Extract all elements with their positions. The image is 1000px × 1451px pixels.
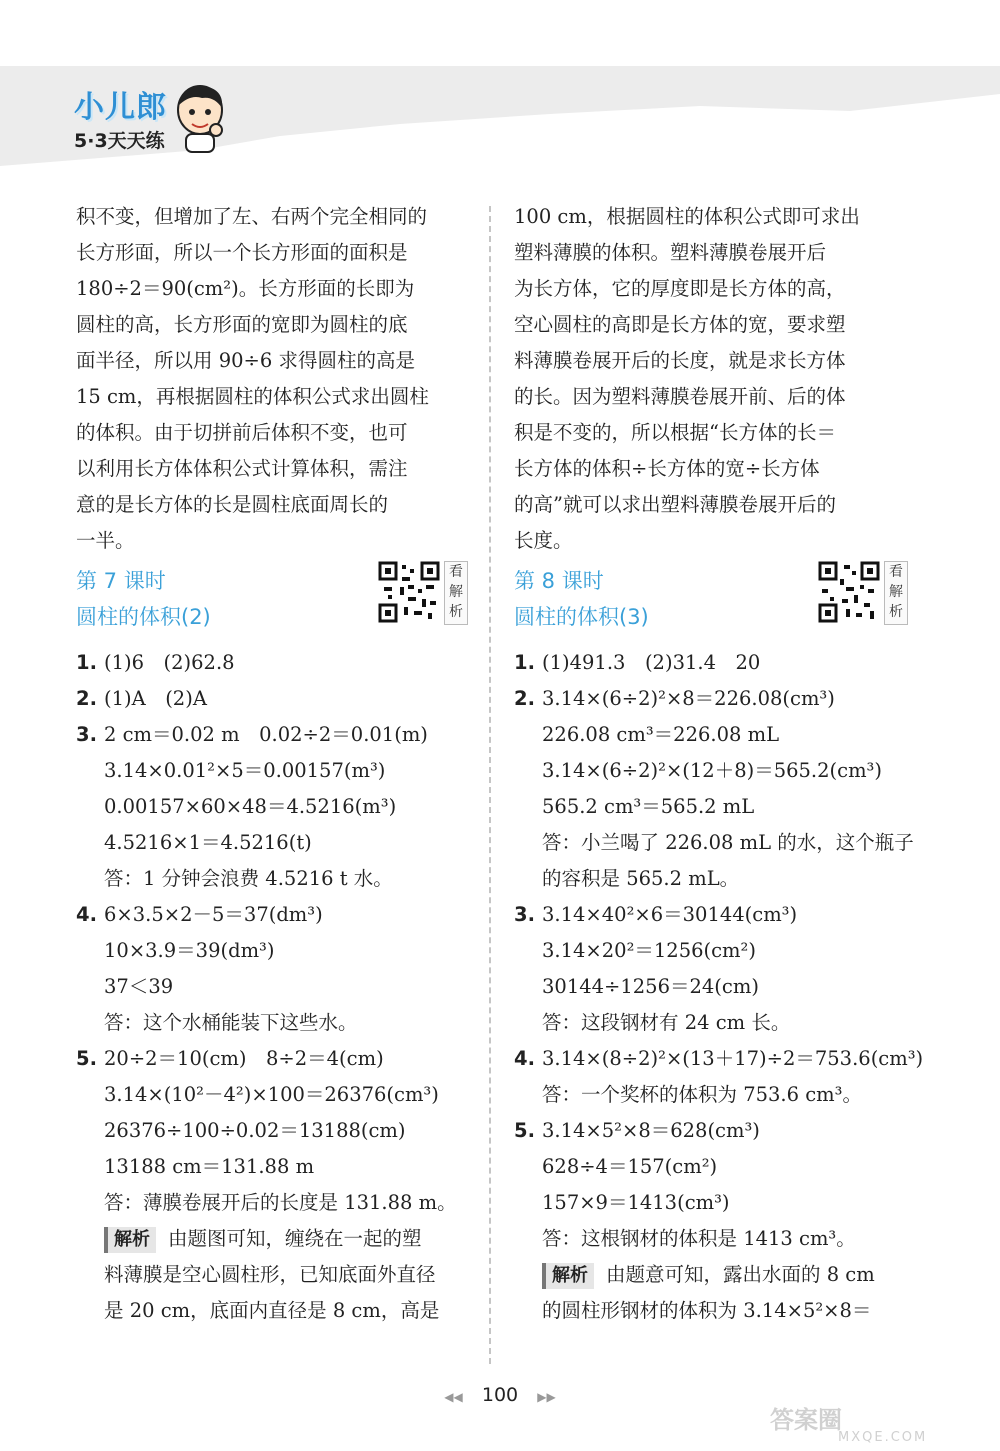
- text-line: 的高”就可以求出塑料薄膜卷展开后的: [514, 493, 836, 516]
- analysis-label: 解析: [542, 1263, 594, 1289]
- answer-line: 565.2 cm³＝565.2 mL: [542, 795, 755, 818]
- text-line: 100 cm，根据圆柱的体积公式即可求出: [514, 205, 860, 228]
- qr-code-icon[interactable]: [378, 561, 440, 623]
- analysis-text: 由题图可知，缠绕在一起的塑: [168, 1227, 422, 1250]
- left-intro: [76, 199, 468, 559]
- text-line: 为长方体，它的厚度即是长方体的高，: [514, 277, 846, 300]
- watermark: [760, 1400, 990, 1446]
- answer-line: [76, 645, 468, 681]
- text-line: 长度。: [514, 529, 573, 552]
- answer-line: 628÷4＝157(cm²): [542, 1155, 718, 1178]
- lesson-heading: [76, 561, 468, 645]
- text-line: 空心圆柱的高即是长方体的宽，要求塑: [514, 313, 846, 336]
- answer-line: [514, 645, 908, 681]
- answer-list: [514, 645, 924, 1329]
- answer-line: 答：薄膜卷展开后的长度是 131.88 m。: [104, 1191, 457, 1214]
- question-number: 2.: [76, 687, 97, 710]
- analysis-line: 料薄膜是空心圆柱形，已知底面外直径: [104, 1263, 436, 1286]
- answer-line: 37＜39: [104, 975, 174, 998]
- answer-line: 4.5216×1＝4.5216(t): [104, 831, 312, 854]
- text-line: 塑料薄膜的体积。塑料薄膜卷展开后: [514, 241, 827, 264]
- lesson-title: 圆柱的体积(2): [76, 605, 211, 629]
- text-line: 料薄膜卷展开后的长度，就是求长方体: [514, 349, 846, 372]
- tag-char: 析: [449, 604, 463, 620]
- answer-text: (1)491.3 (2)31.4 20: [542, 651, 761, 674]
- answer-text: 3.14×(8÷2)²×(13＋17)÷2＝753.6(cm³): [542, 1047, 924, 1070]
- text-line: 180÷2＝90(cm²)。长方形面的长即为: [76, 277, 415, 300]
- question-number: 1.: [76, 651, 97, 674]
- prev-page-icon[interactable]: ◀◀: [444, 1390, 463, 1404]
- tag-char: 析: [889, 604, 903, 620]
- answer-text: (1)A (2)A: [104, 687, 207, 710]
- answer-line: 答：这根钢材的体积是 1413 cm³。: [542, 1227, 856, 1250]
- mascot-boy-icon: [168, 80, 232, 154]
- page-header: [0, 0, 1000, 175]
- lesson-title: 圆柱的体积(3): [514, 605, 649, 629]
- column-divider: [489, 206, 491, 1364]
- text-line: 积不变，但增加了左、右两个完全相同的: [76, 205, 428, 228]
- tag-char: 解: [449, 584, 463, 600]
- analysis-line: 是 20 cm，底面内直径是 8 cm，高是: [104, 1299, 440, 1322]
- tag-char: 解: [889, 584, 903, 600]
- answer-line: 3.14×0.01²×5＝0.00157(m³): [104, 759, 386, 782]
- answer-line: [514, 897, 908, 933]
- text-line: 长方体的体积÷长方体的宽÷长方体: [514, 457, 820, 480]
- page-number: 100: [481, 1384, 519, 1406]
- answer-list: [76, 645, 468, 1329]
- answer-line: [514, 681, 908, 717]
- question-number: 5.: [76, 1047, 97, 1070]
- question-number: 5.: [514, 1119, 535, 1142]
- next-page-icon[interactable]: ▶▶: [537, 1390, 556, 1404]
- question-number: 2.: [514, 687, 535, 710]
- lesson-number: 第 8 课时: [514, 569, 604, 593]
- answer-line: [76, 717, 468, 753]
- analysis-line: [76, 1221, 468, 1257]
- answer-line: [514, 1041, 924, 1077]
- view-analysis-tag[interactable]: [444, 561, 468, 625]
- text-line: 的长。因为塑料薄膜卷展开前、后的体: [514, 385, 846, 408]
- answer-line: 0.00157×60×48＝4.5216(m³): [104, 795, 397, 818]
- answer-line: 3.14×(10²－4²)×100＝26376(cm³): [104, 1083, 439, 1106]
- answer-line: [76, 897, 468, 933]
- answer-line: 26376÷100÷0.02＝13188(cm): [104, 1119, 406, 1142]
- text-line: 一半。: [76, 529, 135, 552]
- lesson-number: 第 7 课时: [76, 569, 166, 593]
- answer-line: [76, 681, 468, 717]
- text-line: 长方形面，所以一个长方形面的面积是: [76, 241, 408, 264]
- answer-text: (1)6 (2)62.8: [104, 651, 235, 674]
- answer-text: 2 cm＝0.02 m 0.02÷2＝0.01(m): [104, 723, 428, 746]
- text-line: 以利用长方体体积公式计算体积，需注: [76, 457, 408, 480]
- answer-text: 3.14×(6÷2)²×8＝226.08(cm³): [542, 687, 835, 710]
- analysis-line: 的圆柱形钢材的体积为 3.14×5²×8＝: [542, 1299, 872, 1322]
- right-intro: [514, 199, 908, 559]
- analysis-text: 由题意可知，露出水面的 8 cm: [606, 1263, 875, 1286]
- lesson-heading: [514, 561, 908, 645]
- watermark-big: 答案圈: [770, 1406, 842, 1434]
- analysis-label: 解析: [104, 1227, 156, 1253]
- analysis-line: [514, 1257, 908, 1293]
- answer-line: 226.08 cm³＝226.08 mL: [542, 723, 780, 746]
- answer-line: 答：一个奖杯的体积为 753.6 cm³。: [542, 1083, 862, 1106]
- answer-text: 20÷2＝10(cm) 8÷2＝4(cm): [104, 1047, 384, 1070]
- answer-line: 3.14×20²＝1256(cm²): [542, 939, 756, 962]
- tag-char: 看: [889, 564, 903, 580]
- answer-line: 30144÷1256＝24(cm): [542, 975, 759, 998]
- answer-text: 3.14×40²×6＝30144(cm³): [542, 903, 798, 926]
- question-number: 4.: [76, 903, 97, 926]
- question-number: 3.: [514, 903, 535, 926]
- answer-line: 的容积是 565.2 mL。: [542, 867, 740, 890]
- logo-subtitle: 5·3天天练: [74, 130, 165, 152]
- answer-line: 10×3.9＝39(dm³): [104, 939, 275, 962]
- question-number: 3.: [76, 723, 97, 746]
- text-line: 面半径，所以用 90÷6 求得圆柱的高是: [76, 349, 415, 372]
- text-line: 15 cm，再根据圆柱的体积公式求出圆柱: [76, 385, 429, 408]
- qr-code-icon[interactable]: [818, 561, 880, 623]
- answer-line: 13188 cm＝131.88 m: [104, 1155, 315, 1178]
- question-number: 4.: [514, 1047, 535, 1070]
- tag-char: 看: [449, 564, 463, 580]
- watermark-small: MXQE.COM: [838, 1430, 928, 1445]
- answer-line: 答：这个水桶能装下这些水。: [104, 1011, 358, 1034]
- answer-line: [514, 1113, 908, 1149]
- text-line: 的体积。由于切拼前后体积不变，也可: [76, 421, 408, 444]
- answer-line: 答：小兰喝了 226.08 mL 的水，这个瓶子: [542, 831, 914, 854]
- answer-text: 3.14×5²×8＝628(cm³): [542, 1119, 760, 1142]
- answer-line: 157×9＝1413(cm³): [542, 1191, 730, 1214]
- logo-title: 小儿郎: [74, 90, 167, 125]
- answer-line: [76, 1041, 468, 1077]
- left-column: [76, 199, 468, 1329]
- text-line: 意的是长方体的长是圆柱底面周长的: [76, 493, 389, 516]
- text-line: 圆柱的高，长方形面的宽即为圆柱的底: [76, 313, 408, 336]
- text-line: 积是不变的，所以根据“长方体的长＝: [514, 421, 836, 444]
- answer-line: 答：这段钢材有 24 cm 长。: [542, 1011, 791, 1034]
- answer-line: 答：1 分钟会浪费 4.5216 t 水。: [104, 867, 393, 890]
- answer-text: 6×3.5×2－5＝37(dm³): [104, 903, 323, 926]
- answer-line: 3.14×(6÷2)²×(12＋8)＝565.2(cm³): [542, 759, 882, 782]
- question-number: 1.: [514, 651, 535, 674]
- view-analysis-tag[interactable]: [884, 561, 908, 625]
- right-column: [514, 199, 924, 1329]
